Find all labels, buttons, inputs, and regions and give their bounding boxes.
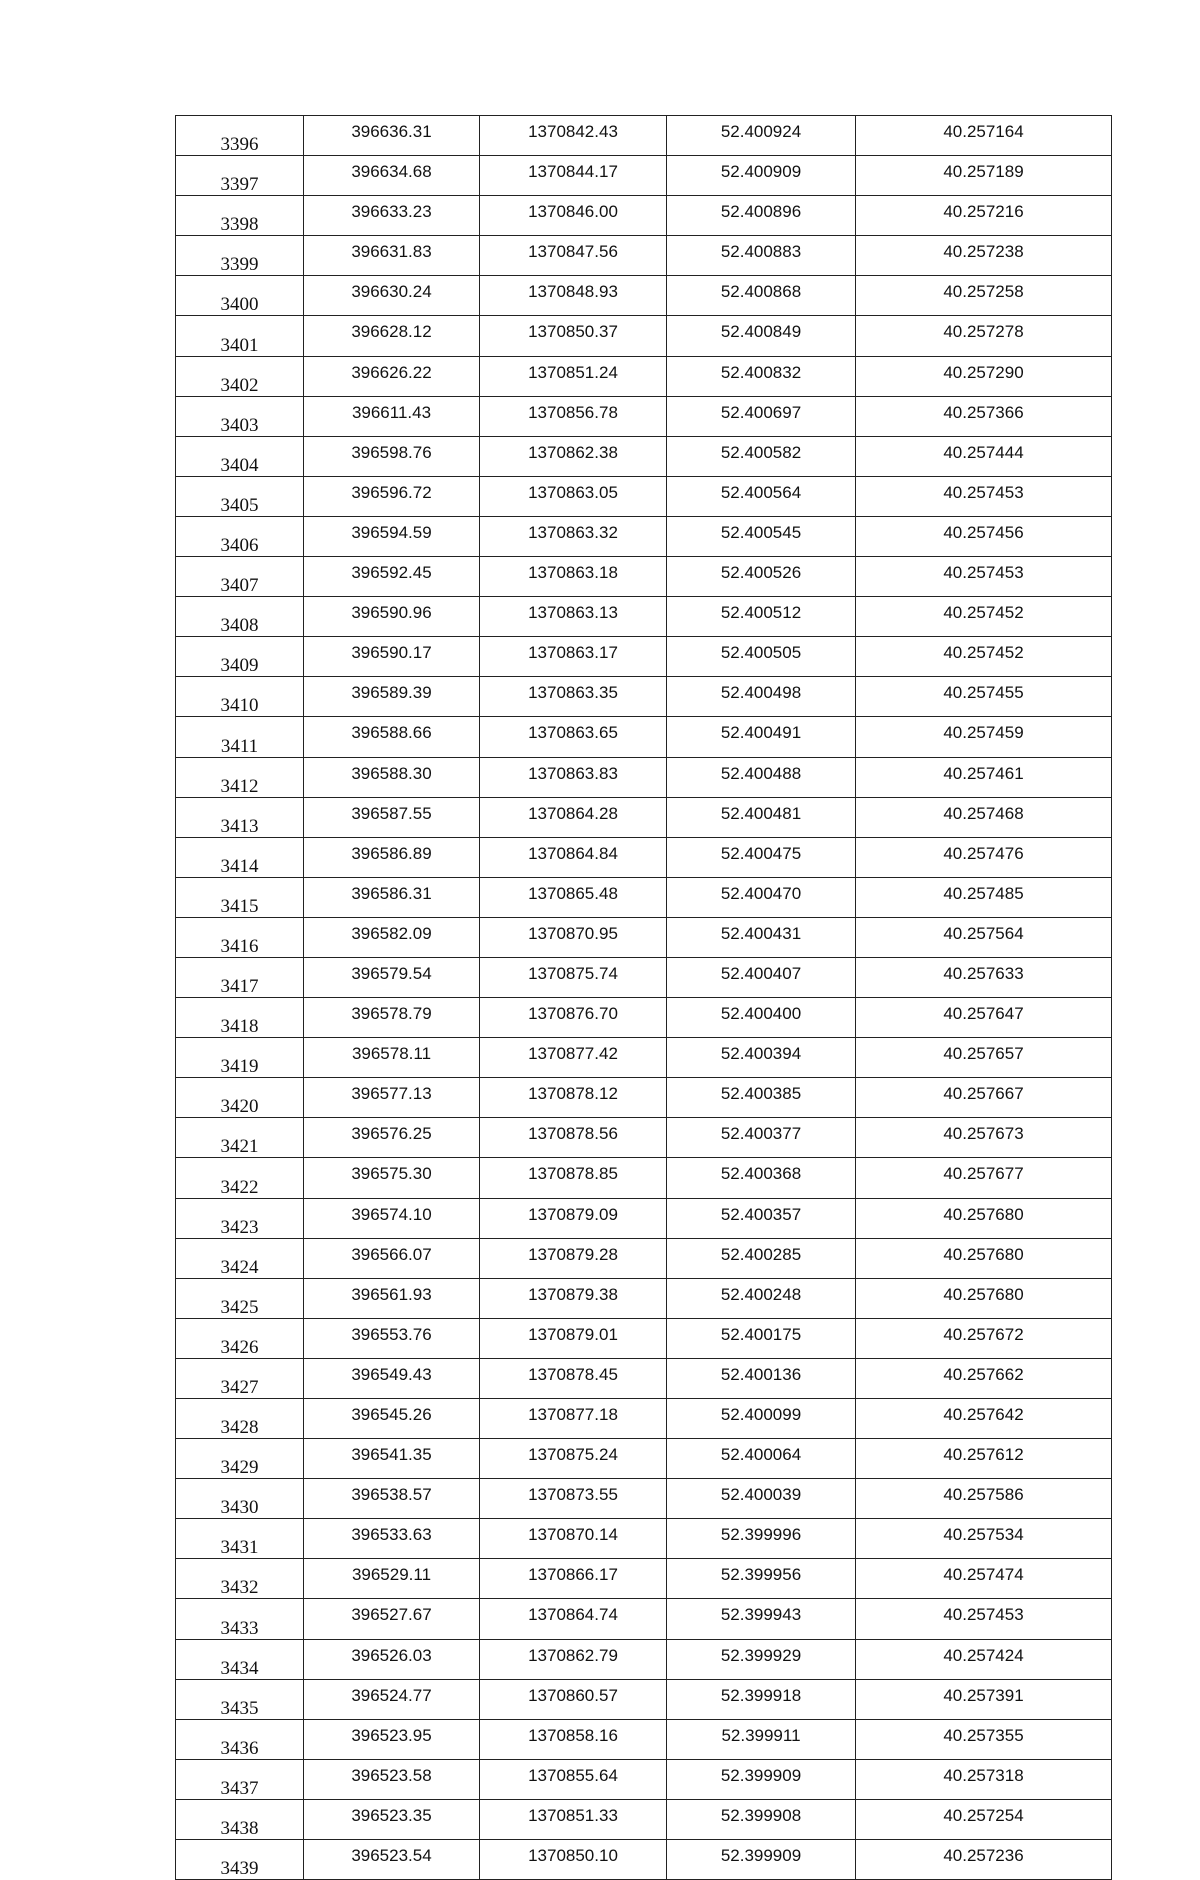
- table-row: [176, 957, 1112, 997]
- table-row: [176, 316, 1112, 356]
- x-coordinate-cell: 396631.83: [304, 236, 480, 276]
- point-number-cell: 3419: [176, 1038, 304, 1078]
- point-number-cell: 3433: [176, 1599, 304, 1639]
- x-coordinate-cell: 396575.30: [304, 1158, 480, 1198]
- y-coordinate-cell: 1370863.65: [480, 717, 667, 757]
- longitude-cell: 40.257564: [856, 917, 1112, 957]
- longitude-cell: 40.257672: [856, 1318, 1112, 1358]
- x-coordinate-cell: 396626.22: [304, 356, 480, 396]
- table-row: [176, 1358, 1112, 1398]
- y-coordinate-cell: 1370865.48: [480, 877, 667, 917]
- table-row: [176, 1158, 1112, 1198]
- y-coordinate-cell: 1370844.17: [480, 156, 667, 196]
- longitude-cell: 40.257391: [856, 1679, 1112, 1719]
- x-coordinate-cell: 396577.13: [304, 1078, 480, 1118]
- y-coordinate-cell: 1370851.24: [480, 356, 667, 396]
- point-number-cell: 3397: [176, 156, 304, 196]
- latitude-cell: 52.399911: [667, 1719, 856, 1759]
- point-number-cell: 3414: [176, 837, 304, 877]
- longitude-cell: 40.257216: [856, 196, 1112, 236]
- point-number-cell: 3412: [176, 757, 304, 797]
- point-number-cell: 3423: [176, 1198, 304, 1238]
- point-number-cell: 3405: [176, 476, 304, 516]
- longitude-cell: 40.257680: [856, 1198, 1112, 1238]
- table-row: [176, 1719, 1112, 1759]
- latitude-cell: 52.400475: [667, 837, 856, 877]
- y-coordinate-cell: 1370878.12: [480, 1078, 667, 1118]
- table-row: [176, 637, 1112, 677]
- x-coordinate-cell: 396586.31: [304, 877, 480, 917]
- y-coordinate-cell: 1370873.55: [480, 1479, 667, 1519]
- point-number-cell: 3401: [176, 316, 304, 356]
- point-number-cell: 3398: [176, 196, 304, 236]
- latitude-cell: 52.399918: [667, 1679, 856, 1719]
- point-number-cell: 3402: [176, 356, 304, 396]
- latitude-cell: 52.400582: [667, 436, 856, 476]
- x-coordinate-cell: 396633.23: [304, 196, 480, 236]
- x-coordinate-cell: 396523.35: [304, 1799, 480, 1839]
- x-coordinate-cell: 396533.63: [304, 1519, 480, 1559]
- x-coordinate-cell: 396592.45: [304, 557, 480, 597]
- longitude-cell: 40.257677: [856, 1158, 1112, 1198]
- table-row: [176, 476, 1112, 516]
- latitude-cell: 52.400697: [667, 396, 856, 436]
- coordinates-table-body: [176, 116, 1112, 1880]
- y-coordinate-cell: 1370860.57: [480, 1679, 667, 1719]
- point-number-cell: 3426: [176, 1318, 304, 1358]
- table-row: [176, 1759, 1112, 1799]
- longitude-cell: 40.257254: [856, 1799, 1112, 1839]
- point-number-cell: 3431: [176, 1519, 304, 1559]
- longitude-cell: 40.257290: [856, 356, 1112, 396]
- x-coordinate-cell: 396596.72: [304, 476, 480, 516]
- point-number-cell: 3427: [176, 1358, 304, 1398]
- latitude-cell: 52.400385: [667, 1078, 856, 1118]
- latitude-cell: 52.399943: [667, 1599, 856, 1639]
- y-coordinate-cell: 1370856.78: [480, 396, 667, 436]
- latitude-cell: 52.400883: [667, 236, 856, 276]
- y-coordinate-cell: 1370878.85: [480, 1158, 667, 1198]
- latitude-cell: 52.400488: [667, 757, 856, 797]
- longitude-cell: 40.257586: [856, 1479, 1112, 1519]
- table-row: [176, 998, 1112, 1038]
- longitude-cell: 40.257456: [856, 516, 1112, 556]
- latitude-cell: 52.400431: [667, 917, 856, 957]
- point-number-cell: 3438: [176, 1799, 304, 1839]
- latitude-cell: 52.400377: [667, 1118, 856, 1158]
- y-coordinate-cell: 1370842.43: [480, 116, 667, 156]
- latitude-cell: 52.399909: [667, 1840, 856, 1880]
- longitude-cell: 40.257452: [856, 637, 1112, 677]
- point-number-cell: 3436: [176, 1719, 304, 1759]
- latitude-cell: 52.400512: [667, 597, 856, 637]
- point-number-cell: 3409: [176, 637, 304, 677]
- latitude-cell: 52.400505: [667, 637, 856, 677]
- point-number-cell: 3429: [176, 1439, 304, 1479]
- x-coordinate-cell: 396588.66: [304, 717, 480, 757]
- y-coordinate-cell: 1370863.17: [480, 637, 667, 677]
- table-row: [176, 396, 1112, 436]
- longitude-cell: 40.257452: [856, 597, 1112, 637]
- y-coordinate-cell: 1370847.56: [480, 236, 667, 276]
- table-row: [176, 1238, 1112, 1278]
- longitude-cell: 40.257258: [856, 276, 1112, 316]
- longitude-cell: 40.257468: [856, 797, 1112, 837]
- table-row: [176, 717, 1112, 757]
- point-number-cell: 3416: [176, 917, 304, 957]
- x-coordinate-cell: 396588.30: [304, 757, 480, 797]
- x-coordinate-cell: 396590.96: [304, 597, 480, 637]
- y-coordinate-cell: 1370879.38: [480, 1278, 667, 1318]
- point-number-cell: 3430: [176, 1479, 304, 1519]
- point-number-cell: 3396: [176, 116, 304, 156]
- table-row: [176, 837, 1112, 877]
- x-coordinate-cell: 396582.09: [304, 917, 480, 957]
- latitude-cell: 52.400175: [667, 1318, 856, 1358]
- longitude-cell: 40.257633: [856, 957, 1112, 997]
- y-coordinate-cell: 1370875.74: [480, 957, 667, 997]
- y-coordinate-cell: 1370855.64: [480, 1759, 667, 1799]
- table-row: [176, 1118, 1112, 1158]
- latitude-cell: 52.400896: [667, 196, 856, 236]
- point-number-cell: 3432: [176, 1559, 304, 1599]
- x-coordinate-cell: 396523.58: [304, 1759, 480, 1799]
- y-coordinate-cell: 1370863.32: [480, 516, 667, 556]
- table-row: [176, 516, 1112, 556]
- point-number-cell: 3418: [176, 998, 304, 1038]
- point-number-cell: 3408: [176, 597, 304, 637]
- table-row: [176, 156, 1112, 196]
- latitude-cell: 52.400368: [667, 1158, 856, 1198]
- latitude-cell: 52.400526: [667, 557, 856, 597]
- point-number-cell: 3417: [176, 957, 304, 997]
- latitude-cell: 52.400099: [667, 1399, 856, 1439]
- x-coordinate-cell: 396598.76: [304, 436, 480, 476]
- table-row: [176, 917, 1112, 957]
- point-number-cell: 3407: [176, 557, 304, 597]
- y-coordinate-cell: 1370878.45: [480, 1358, 667, 1398]
- longitude-cell: 40.257612: [856, 1439, 1112, 1479]
- y-coordinate-cell: 1370876.70: [480, 998, 667, 1038]
- latitude-cell: 52.400039: [667, 1479, 856, 1519]
- table-row: [176, 1318, 1112, 1358]
- table-row: [176, 1038, 1112, 1078]
- table-row: [176, 597, 1112, 637]
- y-coordinate-cell: 1370863.83: [480, 757, 667, 797]
- table-row: [176, 1840, 1112, 1880]
- y-coordinate-cell: 1370850.37: [480, 316, 667, 356]
- table-row: [176, 236, 1112, 276]
- point-number-cell: 3425: [176, 1278, 304, 1318]
- table-row: [176, 1078, 1112, 1118]
- y-coordinate-cell: 1370850.10: [480, 1840, 667, 1880]
- point-number-cell: 3415: [176, 877, 304, 917]
- table-row: [176, 196, 1112, 236]
- y-coordinate-cell: 1370863.05: [480, 476, 667, 516]
- x-coordinate-cell: 396611.43: [304, 396, 480, 436]
- latitude-cell: 52.400849: [667, 316, 856, 356]
- x-coordinate-cell: 396527.67: [304, 1599, 480, 1639]
- y-coordinate-cell: 1370879.28: [480, 1238, 667, 1278]
- latitude-cell: 52.400481: [667, 797, 856, 837]
- x-coordinate-cell: 396636.31: [304, 116, 480, 156]
- latitude-cell: 52.400924: [667, 116, 856, 156]
- y-coordinate-cell: 1370879.01: [480, 1318, 667, 1358]
- latitude-cell: 52.400248: [667, 1278, 856, 1318]
- y-coordinate-cell: 1370864.74: [480, 1599, 667, 1639]
- table-row: [176, 1599, 1112, 1639]
- y-coordinate-cell: 1370875.24: [480, 1439, 667, 1479]
- longitude-cell: 40.257662: [856, 1358, 1112, 1398]
- table-row: [176, 1479, 1112, 1519]
- point-number-cell: 3406: [176, 516, 304, 556]
- x-coordinate-cell: 396526.03: [304, 1639, 480, 1679]
- longitude-cell: 40.257642: [856, 1399, 1112, 1439]
- x-coordinate-cell: 396590.17: [304, 637, 480, 677]
- longitude-cell: 40.257444: [856, 436, 1112, 476]
- point-number-cell: 3434: [176, 1639, 304, 1679]
- table-row: [176, 1198, 1112, 1238]
- y-coordinate-cell: 1370877.18: [480, 1399, 667, 1439]
- x-coordinate-cell: 396578.11: [304, 1038, 480, 1078]
- x-coordinate-cell: 396524.77: [304, 1679, 480, 1719]
- x-coordinate-cell: 396549.43: [304, 1358, 480, 1398]
- table-row: [176, 1559, 1112, 1599]
- latitude-cell: 52.400832: [667, 356, 856, 396]
- latitude-cell: 52.400470: [667, 877, 856, 917]
- longitude-cell: 40.257673: [856, 1118, 1112, 1158]
- latitude-cell: 52.400064: [667, 1439, 856, 1479]
- latitude-cell: 52.399996: [667, 1519, 856, 1559]
- x-coordinate-cell: 396523.95: [304, 1719, 480, 1759]
- longitude-cell: 40.257534: [856, 1519, 1112, 1559]
- point-number-cell: 3413: [176, 797, 304, 837]
- longitude-cell: 40.257485: [856, 877, 1112, 917]
- x-coordinate-cell: 396628.12: [304, 316, 480, 356]
- longitude-cell: 40.257366: [856, 396, 1112, 436]
- x-coordinate-cell: 396576.25: [304, 1118, 480, 1158]
- x-coordinate-cell: 396594.59: [304, 516, 480, 556]
- latitude-cell: 52.400491: [667, 717, 856, 757]
- point-number-cell: 3421: [176, 1118, 304, 1158]
- longitude-cell: 40.257680: [856, 1238, 1112, 1278]
- y-coordinate-cell: 1370877.42: [480, 1038, 667, 1078]
- table-row: [176, 677, 1112, 717]
- longitude-cell: 40.257461: [856, 757, 1112, 797]
- y-coordinate-cell: 1370879.09: [480, 1198, 667, 1238]
- point-number-cell: 3428: [176, 1399, 304, 1439]
- table-row: [176, 1399, 1112, 1439]
- table-row: [176, 757, 1112, 797]
- table-row: [176, 1439, 1112, 1479]
- longitude-cell: 40.257355: [856, 1719, 1112, 1759]
- longitude-cell: 40.257189: [856, 156, 1112, 196]
- point-number-cell: 3439: [176, 1840, 304, 1880]
- x-coordinate-cell: 396529.11: [304, 1559, 480, 1599]
- point-number-cell: 3404: [176, 436, 304, 476]
- table-row: [176, 356, 1112, 396]
- x-coordinate-cell: 396541.35: [304, 1439, 480, 1479]
- latitude-cell: 52.400564: [667, 476, 856, 516]
- longitude-cell: 40.257453: [856, 557, 1112, 597]
- longitude-cell: 40.257476: [856, 837, 1112, 877]
- longitude-cell: 40.257453: [856, 476, 1112, 516]
- point-number-cell: 3400: [176, 276, 304, 316]
- latitude-cell: 52.399908: [667, 1799, 856, 1839]
- coordinates-table: [175, 115, 1112, 1880]
- table-row: [176, 797, 1112, 837]
- y-coordinate-cell: 1370864.28: [480, 797, 667, 837]
- point-number-cell: 3399: [176, 236, 304, 276]
- y-coordinate-cell: 1370862.79: [480, 1639, 667, 1679]
- longitude-cell: 40.257459: [856, 717, 1112, 757]
- latitude-cell: 52.400400: [667, 998, 856, 1038]
- latitude-cell: 52.400498: [667, 677, 856, 717]
- point-number-cell: 3437: [176, 1759, 304, 1799]
- longitude-cell: 40.257667: [856, 1078, 1112, 1118]
- x-coordinate-cell: 396586.89: [304, 837, 480, 877]
- latitude-cell: 52.400868: [667, 276, 856, 316]
- longitude-cell: 40.257680: [856, 1278, 1112, 1318]
- longitude-cell: 40.257474: [856, 1559, 1112, 1599]
- x-coordinate-cell: 396634.68: [304, 156, 480, 196]
- point-number-cell: 3422: [176, 1158, 304, 1198]
- y-coordinate-cell: 1370864.84: [480, 837, 667, 877]
- y-coordinate-cell: 1370866.17: [480, 1559, 667, 1599]
- x-coordinate-cell: 396630.24: [304, 276, 480, 316]
- x-coordinate-cell: 396578.79: [304, 998, 480, 1038]
- point-number-cell: 3410: [176, 677, 304, 717]
- longitude-cell: 40.257647: [856, 998, 1112, 1038]
- y-coordinate-cell: 1370848.93: [480, 276, 667, 316]
- x-coordinate-cell: 396579.54: [304, 957, 480, 997]
- latitude-cell: 52.399956: [667, 1559, 856, 1599]
- longitude-cell: 40.257238: [856, 236, 1112, 276]
- latitude-cell: 52.400285: [667, 1238, 856, 1278]
- x-coordinate-cell: 396561.93: [304, 1278, 480, 1318]
- point-number-cell: 3435: [176, 1679, 304, 1719]
- latitude-cell: 52.400545: [667, 516, 856, 556]
- table-row: [176, 557, 1112, 597]
- point-number-cell: 3403: [176, 396, 304, 436]
- table-row: [176, 436, 1112, 476]
- longitude-cell: 40.257236: [856, 1840, 1112, 1880]
- table-row: [176, 1799, 1112, 1839]
- x-coordinate-cell: 396574.10: [304, 1198, 480, 1238]
- longitude-cell: 40.257453: [856, 1599, 1112, 1639]
- x-coordinate-cell: 396538.57: [304, 1479, 480, 1519]
- x-coordinate-cell: 396553.76: [304, 1318, 480, 1358]
- longitude-cell: 40.257657: [856, 1038, 1112, 1078]
- y-coordinate-cell: 1370863.35: [480, 677, 667, 717]
- latitude-cell: 52.399929: [667, 1639, 856, 1679]
- x-coordinate-cell: 396587.55: [304, 797, 480, 837]
- table-row: [176, 877, 1112, 917]
- latitude-cell: 52.399909: [667, 1759, 856, 1799]
- table-row: [176, 1519, 1112, 1559]
- table-row: [176, 1679, 1112, 1719]
- latitude-cell: 52.400136: [667, 1358, 856, 1398]
- longitude-cell: 40.257318: [856, 1759, 1112, 1799]
- y-coordinate-cell: 1370870.14: [480, 1519, 667, 1559]
- x-coordinate-cell: 396566.07: [304, 1238, 480, 1278]
- table-row: [176, 276, 1112, 316]
- table-row: [176, 116, 1112, 156]
- point-number-cell: 3424: [176, 1238, 304, 1278]
- y-coordinate-cell: 1370870.95: [480, 917, 667, 957]
- y-coordinate-cell: 1370862.38: [480, 436, 667, 476]
- longitude-cell: 40.257164: [856, 116, 1112, 156]
- longitude-cell: 40.257424: [856, 1639, 1112, 1679]
- y-coordinate-cell: 1370858.16: [480, 1719, 667, 1759]
- latitude-cell: 52.400407: [667, 957, 856, 997]
- table-row: [176, 1639, 1112, 1679]
- table-row: [176, 1278, 1112, 1318]
- point-number-cell: 3411: [176, 717, 304, 757]
- y-coordinate-cell: 1370863.18: [480, 557, 667, 597]
- point-number-cell: 3420: [176, 1078, 304, 1118]
- y-coordinate-cell: 1370846.00: [480, 196, 667, 236]
- y-coordinate-cell: 1370878.56: [480, 1118, 667, 1158]
- longitude-cell: 40.257455: [856, 677, 1112, 717]
- longitude-cell: 40.257278: [856, 316, 1112, 356]
- latitude-cell: 52.400357: [667, 1198, 856, 1238]
- y-coordinate-cell: 1370851.33: [480, 1799, 667, 1839]
- latitude-cell: 52.400394: [667, 1038, 856, 1078]
- y-coordinate-cell: 1370863.13: [480, 597, 667, 637]
- x-coordinate-cell: 396589.39: [304, 677, 480, 717]
- x-coordinate-cell: 396523.54: [304, 1840, 480, 1880]
- x-coordinate-cell: 396545.26: [304, 1399, 480, 1439]
- latitude-cell: 52.400909: [667, 156, 856, 196]
